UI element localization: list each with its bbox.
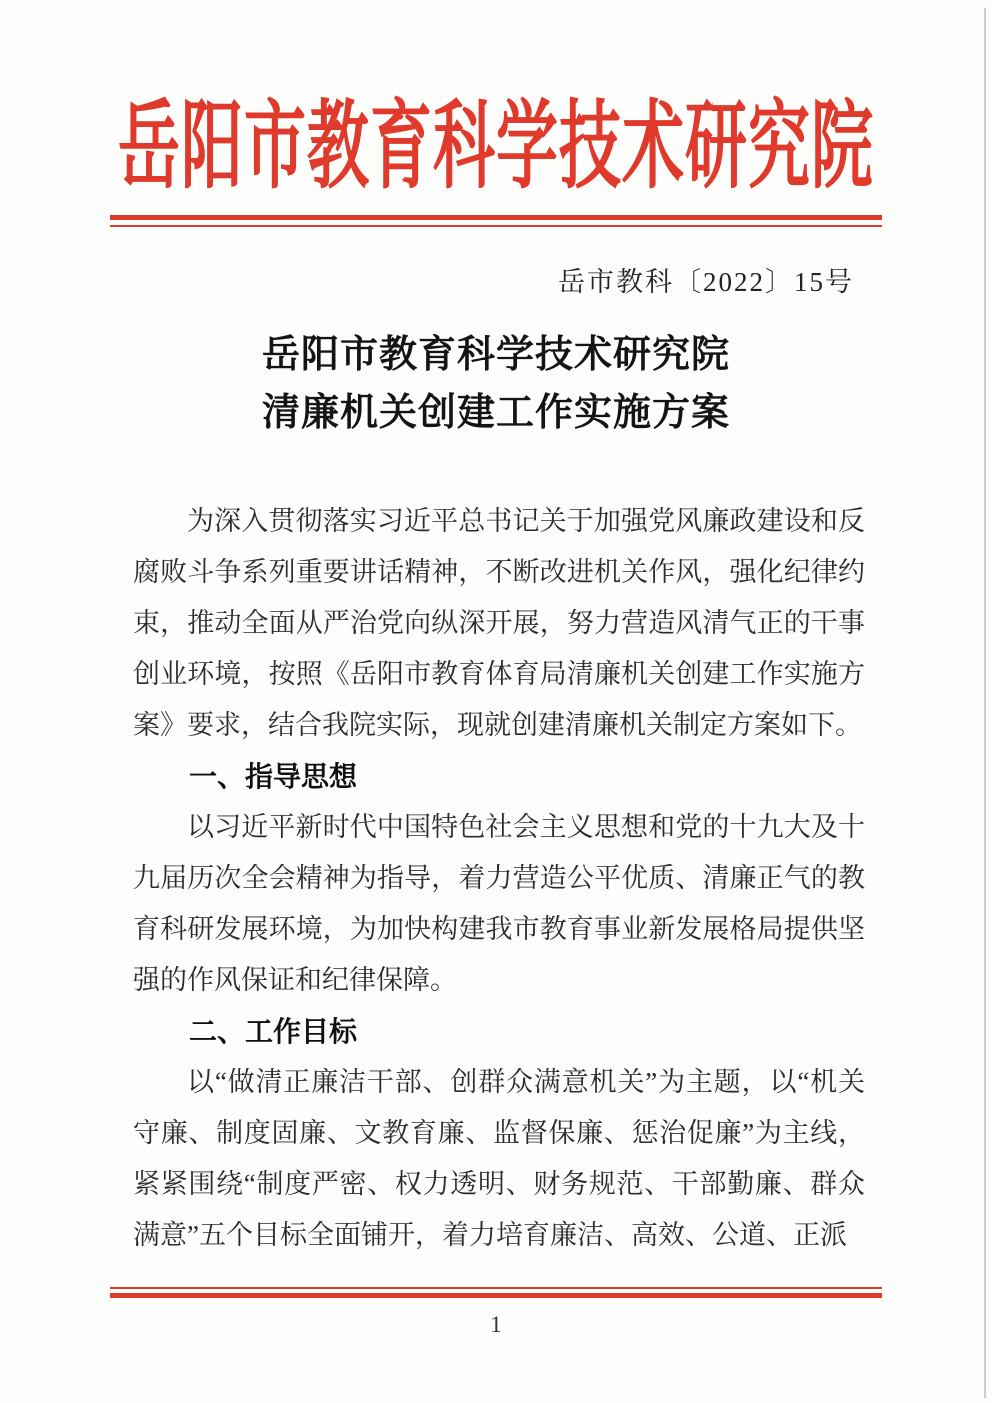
footer-divider-thin-line xyxy=(110,1287,882,1289)
document-title-line2: 清廉机关创建工作实施方案 xyxy=(261,392,730,434)
scan-page-edge xyxy=(984,8,986,1398)
footer-divider xyxy=(110,1287,882,1298)
section-heading-1: 一、指导思想 xyxy=(189,761,358,792)
body-paragraph: 以“做清正廉洁干部、创群众满意机关”为主题，以“机关守廉、制度固廉、文教育廉、监督保廉、惩治促廉”为主线，紧紧围绕“制度严密、权力透明、财务规范、干部勤廉、群众满意”五个目标全面铺开，着力培育廉洁、高效、公道、正派 xyxy=(133,1067,865,1250)
letterhead-divider xyxy=(110,215,882,227)
document-number: 岳市教科〔2022〕15号 xyxy=(558,267,854,297)
letterhead-divider-thick-line xyxy=(110,215,882,220)
letterhead-divider-thin-line xyxy=(110,225,882,227)
document-title xyxy=(0,326,992,442)
letterhead-title: 岳阳市教育科学技术研究院 xyxy=(117,95,874,201)
document-title-line1: 岳阳市教育科学技术研究院 xyxy=(261,334,730,376)
section-heading-2: 二、工作目标 xyxy=(189,1016,358,1047)
document-body xyxy=(133,496,865,1261)
body-paragraph: 以习近平新时代中国特色社会主义思想和党的十九大及十九届历次全会精神为指导，着力营造公平优质、清廉正气的教育科研发展环境，为加快构建我市教育事业新发展格局提供坚强的作风保证和纪律保障。 xyxy=(133,812,865,995)
body-paragraph: 为深入贯彻落实习近平总书记关于加强党风廉政建设和反腐败斗争系列重要讲话精神，不断改进机关作风，强化纪律约束，推动全面从严治党向纵深开展，努力营造风清气正的干事创业环境，按照《岳阳市教育体育局清廉机关创建工作实施方案》要求，结合我院实际，现就创建清廉机关制定方案如下。 xyxy=(133,506,865,740)
footer-divider-thick-line xyxy=(110,1293,882,1298)
page-number: 1 xyxy=(490,1312,502,1337)
